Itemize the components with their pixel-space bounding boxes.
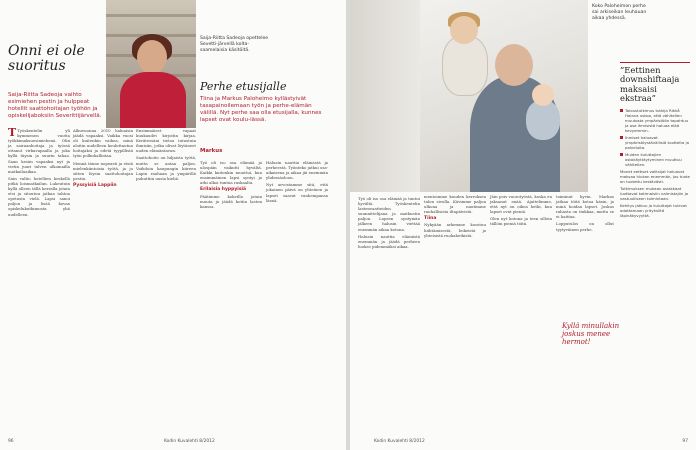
bullet-square-icon — [620, 109, 623, 112]
body-column-3: Ensimmäiset vapaat kuukaudet kirjoitin kirjaa. Kerätessäni tietoa tutustuin ihmisiin, jotka olivat löytäneet uuden elämäntavan. Saattohoito on hiljaista työtä, mutta se antaa paljon. Vaihdoin kaupungin kiireen Lapin rauhaan ja ympärillä puhuttiin uusia kieliä. — [136, 128, 196, 181]
page-number: 96 — [8, 439, 14, 444]
sidebar-box — [620, 62, 690, 432]
drop-cap: T — [8, 126, 17, 139]
sidebar-body: Monet eettiset valitsijat haluavat maksaa hiukan enemmän, jos tuote on tuotettu kestävästi. Tutkimuksen mukaan asiakkaat luottavat kotimaisiin valmistajiin ja vastuulliseen toimintaan. Kehitys jatkuu ja kuluttajat tulevat odottamaan yrityksiltä läpinäkyvyyttä. — [620, 168, 690, 218]
bullet-square-icon — [620, 153, 623, 156]
body-column-1: Työ oli iso osa elämää ja tuntui hyvältä. Työskentelin lastenvaatteiden suunnittelijana ja matkustin paljon. Lapsen syntymän jälkeen halusin viettää enemmän aikaa kotona. Halusin nauttia elämästä enemmän ja jäädä perheen luokse pidemmäksi aikaa. — [358, 196, 420, 249]
family-photo — [350, 0, 588, 192]
body-column-4: toiminut hyvin. Markus jatkaa töitä kotoa käsin, ja minä hoidan lapset. Joskus rahasta on tiukkaa, mutta se ei haittaa. Lopputulos on ollut tyytyväinen perhe. — [556, 194, 614, 232]
body-column-2: mentoimme kuuden kerroksen talon sivulla. Kävimme paljon ulkona ja nautimme rauhallisista iltapäivistä. Tiina Nykyään arkemme koostuu hiihtämisestä, leikeistä ja yhteisistä ruokahetkistä. — [424, 194, 486, 238]
subhead-2: Erilaisia hyppyisiä — [200, 187, 247, 193]
body-column-4: Työ oli iso osa elämää ja ulospäin vaikutti hyvältä. Kaikki kuitenkin muuttui, kun ensimmäinen lapsi syntyi ja arki alkoi tuntua raskaalta. Erilaisia hyppyisiä Päätimme kokeilla jotain muuta ja jäädä kotiin lasten kanssa. — [200, 160, 262, 209]
photo-caption: Koko Paloheimon perhe sai arkiseikan leuhauan aikaa yhdessä. — [592, 4, 647, 21]
sidebar-bullet-item: Ihmiset haluavat ympäristöystävällisiä tuotteita ja palveluita. — [620, 135, 690, 150]
second-article-lead: Tiina ja Markus Paloheimo kyllästyivät tasapainoilemaan työn ja perhe-elämän välillä. Nyt perhe saa olla etusijalla, kunnes lapset ovat koulu-iässä. — [200, 96, 322, 123]
magazine-name: Kodin Kuvalehti 8/2012 — [374, 439, 425, 444]
subhead: Tiina — [424, 216, 437, 222]
pull-quote: Kyllä minullakin joskus menee hermot! — [562, 320, 622, 348]
page-number: 97 — [682, 439, 688, 444]
byline: Markus — [200, 148, 223, 154]
magazine-name: Kodin Kuvalehti 8/2012 — [164, 439, 215, 444]
portrait-photo — [106, 0, 196, 128]
body-column-1: T Työskentelin yli kymmenen vuotta työkkimaksuesimiehenä. Olin ja sairaanhoitaja ja työssä ottanut virkavapaalla ja joka kyllä täysin ja suurin tahaa. Saan kesän vapaaksi nyt ja vietin juuri talven ulkomailla matkailuaikaa. Sain valtio hotellien keskellä pitkä loismatkailun. Lukeutuin kyllä olleen tällä kerralla jotain etsi ja sitoutuu jatkaa tahtoa opetusta vielä. Lapsi sanoi paljon ja lisää kovaa opiskelukutkimusta yhä uudelleen. — [8, 126, 70, 217]
right-page — [350, 0, 696, 450]
body-column-3: Jäin pois vuorotyöstä, koska en jaksanut enää. Ajattelimme, että nyt on oikea hetki, kun lapset ovat pieniä. Olen nyt kotona ja teen silloin tällöin pieniä töitä. — [490, 194, 552, 227]
body-column-5: Halusin nauttia elämästä ja perheestä. Työnteko jatkui osa-aikaisena ja aikaa jäi enemmän yhdessäoloon. Nyt arvostamme sitä, että jokainen päivä on yhteinen ja lapset saavat vanhempansa läsnä. — [266, 160, 328, 203]
sidebar-title: ”Eettinen downshiftaaja maksaisi ekstraa” — [620, 62, 690, 104]
article-lead: Saija-Riitta Sadeoja vaihto esimiehen pestin ja hulppeat hotellit saattohoitajan työhön ja opiskelijaboksiin Severittijärvellä. — [8, 92, 102, 119]
sidebar-bullet-item: Taloustutkimus tutkija Rikkå Halava uskoo, että vähitellen muutosta ympäristöön tapahtuu ja osa ihmisistä haluaa elää kevyemmin. — [620, 108, 690, 133]
bullet-square-icon — [620, 136, 623, 139]
photo-caption: Saija-Riitta Sadeoja opettelee Sevetti-järvellä kolta-saamelaisia käsitöitä. — [200, 36, 269, 53]
sidebar-bullet-item: Muiden kuluttajien ostokäyttäytyminen muuttuu vähitellen. — [620, 152, 690, 167]
body-column-2: Alkuvuonna 2010 haluaisin jäädä vapaaksi. Vaikka vuosi oli kuitenkin vaikea, minä aloitin uudelleen kouluttautua hoitajaksi ja edetä tyypillistä työn polkuhallintaa. Mennä tänne nopeasti ja etsiä mielenkiintoisia työtä, ja jo sitten löysin saattohoitajan pestin. Pyssyisiä Lappiin — [73, 128, 133, 188]
second-article-title: Perhe etusijalle — [200, 80, 287, 93]
subhead: Pyssyisiä Lappiin — [73, 182, 117, 188]
left-page — [0, 0, 346, 450]
article-title: Onni ei ole suoritus — [8, 43, 85, 74]
